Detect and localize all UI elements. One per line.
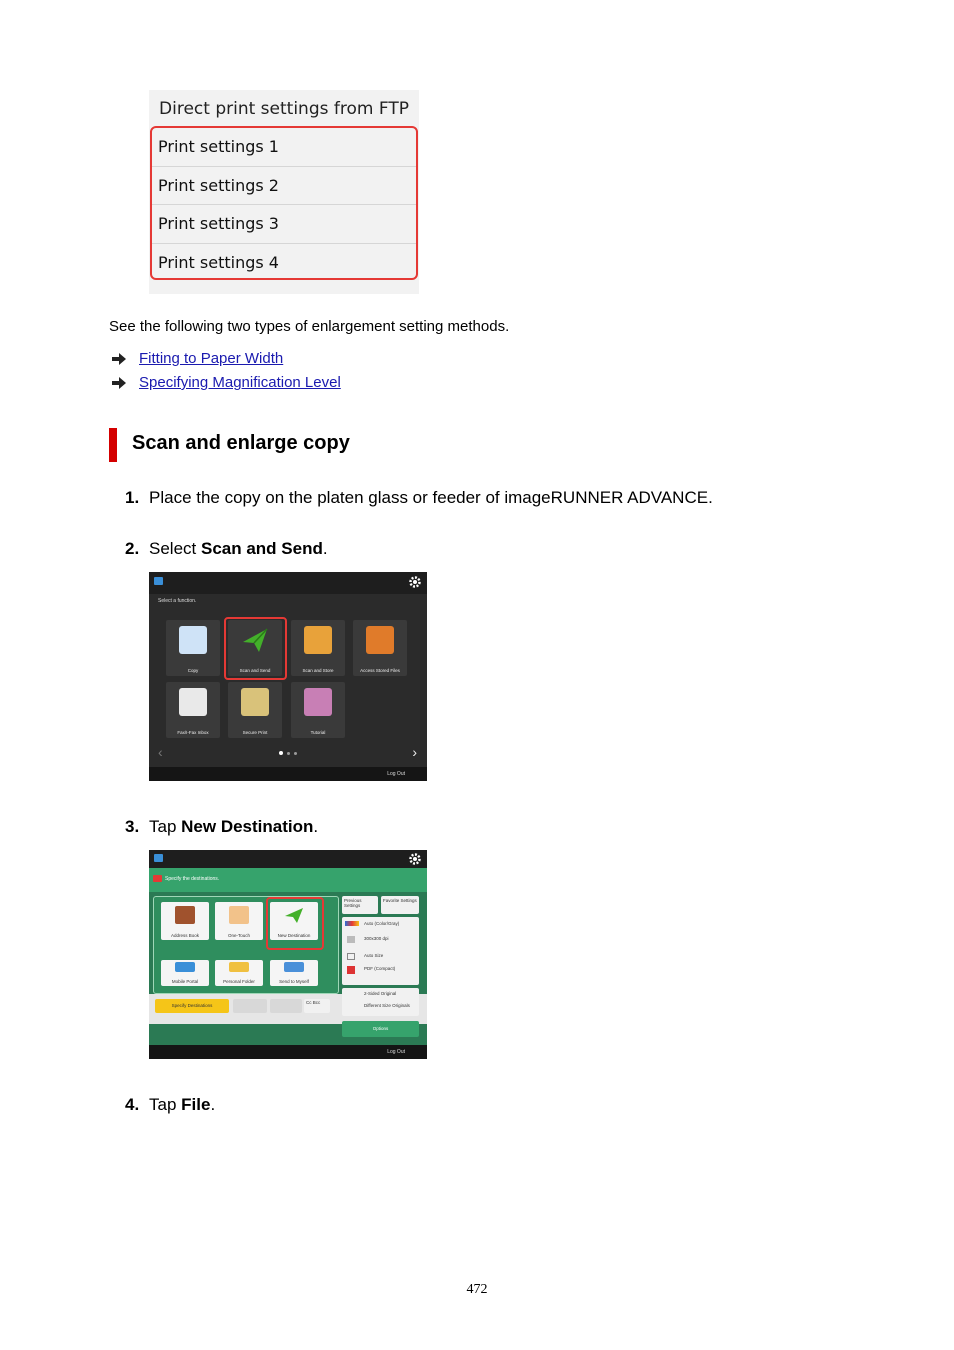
tile-label: Tutorial (310, 730, 326, 735)
address-book-icon (175, 906, 195, 924)
gear-icon (408, 575, 422, 589)
cc-bcc-button[interactable]: Cc Bcc (304, 999, 330, 1013)
stored-files-icon (366, 626, 394, 654)
screen-bottom-bar (149, 767, 427, 781)
pdf-icon (347, 966, 355, 974)
destination-prompt: Specify the destinations. (165, 876, 220, 882)
setting-color[interactable]: Auto (Color/Gray) (364, 921, 400, 926)
step-text-pre: Tap (149, 1095, 182, 1114)
page-dot (287, 752, 290, 755)
highlight-scan-and-send (224, 617, 287, 680)
step-text-bold: New Destination (181, 817, 314, 836)
step-number: 1. (125, 488, 140, 507)
tile-send-to-myself[interactable] (270, 960, 318, 986)
tile-label: Fax/I-Fax Inbox (177, 730, 209, 735)
chevron-right-icon[interactable]: › (412, 744, 417, 760)
mobile-icon (175, 962, 195, 972)
step-text-pre: Select (149, 539, 201, 558)
tile-label: Send to Myself (279, 979, 309, 984)
size-icon (347, 953, 355, 960)
link-specifying-magnification[interactable]: Specifying Magnification Level (139, 374, 341, 391)
highlight-new-destination (266, 897, 324, 950)
step-number: 2. (125, 539, 140, 558)
step-number: 4. (125, 1095, 140, 1114)
arrow-right-icon (111, 353, 127, 365)
page-dot (294, 752, 297, 755)
tile-label: Personal Folder (223, 979, 255, 984)
previous-settings-button[interactable]: Previous Settings (342, 896, 378, 914)
print-settings-item[interactable]: Print settings 1 (152, 128, 416, 167)
home-icon (154, 577, 163, 585)
logout-button[interactable]: Log Out (387, 771, 405, 777)
print-settings-item[interactable]: Print settings 3 (152, 205, 416, 244)
tile-secure-print[interactable] (228, 682, 282, 738)
link-row-fitting (111, 350, 283, 367)
tile-label: Access Stored Files (360, 668, 400, 673)
setting-format[interactable]: PDF (Compact) (364, 966, 396, 971)
select-function-prompt: Select a function. (158, 598, 197, 604)
tile-label: Scan and Send (239, 668, 271, 673)
tile-tutorial[interactable] (291, 682, 345, 738)
resolution-icon (347, 936, 355, 943)
intro-text: See the following two types of enlargement setting methods. (109, 318, 510, 335)
tile-personal-folder[interactable] (215, 960, 263, 986)
tile-label: Secure Print (242, 730, 268, 735)
print-settings-item[interactable]: Print settings 4 (158, 252, 279, 272)
step-number: 3. (125, 817, 140, 836)
send-to-myself-icon (284, 962, 304, 972)
step-text-post: . (322, 539, 328, 558)
signpost-icon (304, 688, 332, 716)
step-text-post: . (313, 817, 319, 836)
page-dot-active (279, 751, 283, 755)
print-settings-list (150, 126, 418, 280)
print-settings-item[interactable]: Print settings 2 (152, 167, 416, 206)
link-fitting-to-paper-width[interactable]: Fitting to Paper Width (139, 350, 284, 367)
favorite-settings-button[interactable]: Favorite Settings (381, 896, 419, 914)
scan-send-screenshot (149, 850, 427, 1059)
screen-bottom-bar (149, 1045, 427, 1059)
tile-scan-and-store[interactable] (291, 620, 345, 676)
ftp-panel-title: Direct print settings from FTP (159, 99, 409, 119)
step-text-pre: Tap (149, 817, 182, 836)
tile-copy[interactable] (166, 620, 220, 676)
main-menu-screenshot (149, 572, 427, 781)
screen-top-bar (149, 850, 427, 868)
tile-address-book[interactable] (161, 902, 209, 940)
original-settings (342, 988, 419, 1016)
step-3 (125, 817, 318, 837)
home-icon (154, 854, 163, 862)
folder-icon (229, 962, 249, 972)
link-row-magnification (111, 374, 341, 391)
setting-different-size[interactable]: Different Size Originals (364, 1003, 410, 1008)
step-text-bold: File (181, 1095, 211, 1114)
arrow-right-icon (111, 377, 127, 389)
step-2 (125, 539, 328, 559)
ftp-settings-screenshot (149, 90, 419, 294)
page-number: 472 (466, 1282, 488, 1297)
tile-label: Copy (187, 668, 199, 673)
options-button[interactable]: Options (342, 1021, 419, 1037)
tile-label: New Destination (277, 933, 311, 938)
screen-top-bar (149, 572, 427, 594)
one-touch-icon (229, 906, 249, 924)
logout-button[interactable]: Log Out (387, 1049, 405, 1055)
setting-size[interactable]: Auto Size (364, 953, 384, 958)
copy-icon (179, 626, 207, 654)
specify-destinations-button[interactable]: Specify Destinations (155, 999, 229, 1013)
color-mode-icon (345, 921, 359, 926)
tile-fax-inbox[interactable] (166, 682, 220, 738)
step-text-bold: Scan and Send (200, 539, 323, 558)
blank-field (270, 999, 302, 1013)
fax-icon (179, 688, 207, 716)
setting-two-sided[interactable]: 2-Sided Original (364, 991, 397, 996)
settings-list (342, 917, 419, 985)
folder-icon (304, 626, 332, 654)
tile-label: Mobile Portal (171, 979, 199, 984)
tile-label: Scan and Store (302, 668, 334, 673)
step-text-post: . (210, 1095, 216, 1114)
tile-mobile-portal[interactable] (161, 960, 209, 986)
blank-field (233, 999, 267, 1013)
tile-label: One-Touch (227, 933, 250, 938)
gear-icon (408, 852, 422, 866)
chevron-left-icon[interactable]: ‹ (158, 744, 163, 760)
tile-access-stored-files[interactable] (353, 620, 407, 676)
tile-label: Address Book (170, 933, 199, 938)
section-heading: Scan and enlarge copy (132, 432, 350, 454)
setting-resolution[interactable]: 300x300 dpi (364, 936, 389, 941)
destination-header (149, 868, 427, 892)
lock-icon (241, 688, 269, 716)
step-4 (125, 1095, 215, 1115)
section-heading-bar (109, 428, 117, 462)
send-status-icon (153, 875, 162, 882)
step-text: Place the copy on the platen glass or feeder of imageRUNNER ADVANCE. (149, 488, 713, 507)
tile-one-touch[interactable] (215, 902, 263, 940)
step-1 (125, 488, 713, 508)
